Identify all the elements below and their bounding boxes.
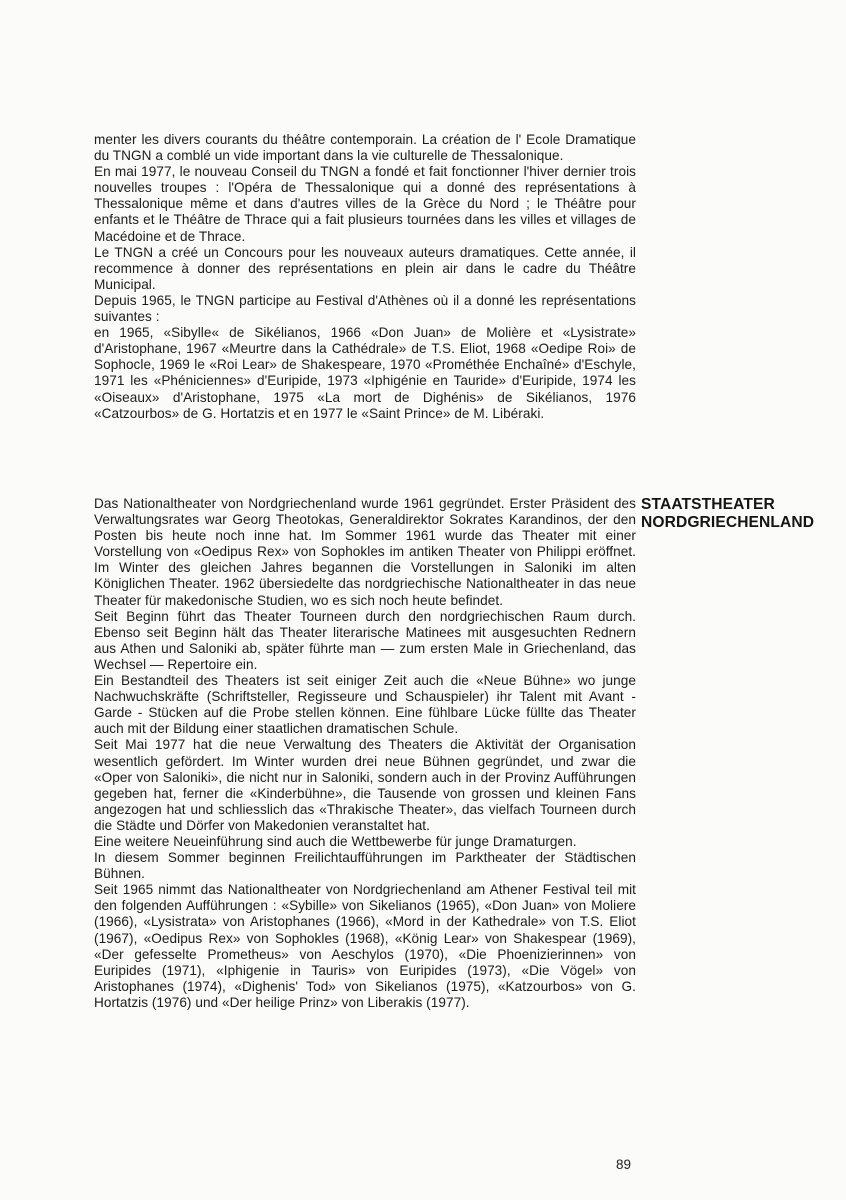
- fr-paragraph-1: menter les divers courants du théâtre contemporain. La création de l' Ecole Dramatique du TNGN a comblé un vide important dans la vie culturelle de Thessalonique.: [94, 132, 636, 164]
- fr-paragraph-3: Le TNGN a créé un Concours pour les nouveaux auteurs dramatiques. Cette année, il recommence à donner des représentations en plein air dans le cadre du Théâtre Municipal.: [94, 244, 636, 292]
- german-text-block: [94, 496, 636, 1011]
- fr-paragraph-4: Depuis 1965, le TNGN participe au Festival d'Athènes où il a donné les représentations suivantes :: [94, 292, 636, 325]
- de-paragraph-5: Eine weitere Neueinführung sind auch die Wettbewerbe für junge Dramaturgen.: [94, 833, 577, 849]
- french-text-block: [94, 132, 636, 422]
- de-paragraph-2: Seit Beginn führt das Theater Tourneen durch den nordgriechischen Raum durch. Ebenso seit Beginn hält das Theater literarische Matinees mit ausgesuchten Rednern aus Athen und Saloniki ab, später führte man — zum ersten Male in Griechenland, das Wechsel — Repertoire ein.: [94, 608, 636, 672]
- section-heading-line-1: STAATSTHEATER: [641, 496, 775, 513]
- de-paragraph-4: Seit Mai 1977 hat die neue Verwaltung des Theaters die Aktivität der Organisation wesentlich gefördert. Im Winter wurden drei neue Bühnen gegründet, und zwar die «Oper von Saloniki», die nicht nur in Saloniki, sondern auch in der Provinz Aufführungen gegeben hat, ferner die «Kinderbühne», die Tausende von grossen und kleinen Fans angezogen hat und schliesslich das «Thrakische Theater», das vielfach Tourneen durch die Städte und Dörfer von Makedonien veranstaltet hat.: [94, 737, 636, 833]
- section-heading: [641, 496, 841, 532]
- section-heading-line-2: NORDGRIECHENLAND: [641, 514, 815, 531]
- page-number: 89: [616, 1157, 632, 1172]
- de-paragraph-6: In diesem Sommer beginnen Freilichtaufführungen im Parktheater der Städtischen Bühnen.: [94, 850, 636, 882]
- fr-paragraph-5: en 1965, «Sibylle« de Sikélianos, 1966 «Don Juan» de Molière et «Lysistrate» d'Aristophane, 1967 «Meurtre dans la Cathédrale» de T.S. Eliot, 1968 «Oedipe Roi» de Sophocle, 1969 le «Roi Lear» de Shakespeare, 1970 «Prométhée Enchaîné» d'Eschyle, 1971 les «Phéniciennes» d'Euripide, 1973 «Iphigénie en Tauride» d'Euripide, 1974 les «Oiseaux» d'Aristophane, 1975 «La mort de Dighénis» de Sikélianos, 1976 «Catzourbos» de G. Hortatzis et en 1977 le «Saint Prince» de M. Libéraki.: [94, 325, 636, 421]
- fr-paragraph-2: En mai 1977, le nouveau Conseil du TNGN a fondé et fait fonctionner l'hiver dernier trois nouvelles troupes : l'Opéra de Thessalonique qui a donné des représentations à Thessalonique même et dans d'autres villes de la Grèce du Nord ; le Théâtre pour enfants et le Théâtre de Thrace qui a fait plusieurs tournées dans les villes et villages de Macédoine et de Thrace.: [94, 164, 636, 244]
- de-paragraph-7: Seit 1965 nimmt das Nationaltheater von Nordgriechenland am Athener Festival teil mit den folgenden Aufführungen : «Sybille» von Sikelianos (1965), «Don Juan» von Moliere (1966), «Lysistrata» von Aristophanes (1966), «Mord in der Kathedrale» von T.S. Eliot (1967), «Oedipus Rex» von Sophokles (1968), «König Lear» von Shakespear (1969), «Der gefesselte Prometheus» von Aeschylos (1970), «Die Phoenizierinnen» von Euripides (1971), «Iphigenie in Tauris» von Euripides (1973), «Die Vögel» von Aristophanes (1974), «Dighenis' Tod» von Sikelianos (1975), «Katzourbos» von G. Hortatzis (1976) und «Der heilige Prinz» von Liberakis (1977).: [94, 882, 636, 1010]
- de-paragraph-1: Das Nationaltheater von Nordgriechenland wurde 1961 gegründet. Erster Präsident des Verwaltungsrates war Georg Theotokas, Generaldirektor Sokrates Karandinos, der den Posten bis heute noch inne hat. Im Sommer 1961 wurde das Theater mit einer Vorstellung von «Oedipus Rex» von Sophokles im antiken Theater von Philippi eröffnet. Im Winter des gleichen Jahres begannen die Vorstellungen in Saloniki im alten Königlichen Theater. 1962 übersiedelte das nordgriechische Nationaltheater in das neue Theater für makedonische Studien, wo es sich noch heute befindet.: [94, 496, 636, 608]
- de-paragraph-3: Ein Bestandteil des Theaters ist seit einiger Zeit auch die «Neue Bühne» wo junge Nachwuchskräfte (Schriftsteller, Regisseure und Schauspieler) ihr Talent mit Avant - Garde - Stücken auf die Probe stellen können. Eine fühlbare Lücke füllte das Theater auch mit der Bildung einer staatlichen dramatischen Schule.: [94, 673, 636, 737]
